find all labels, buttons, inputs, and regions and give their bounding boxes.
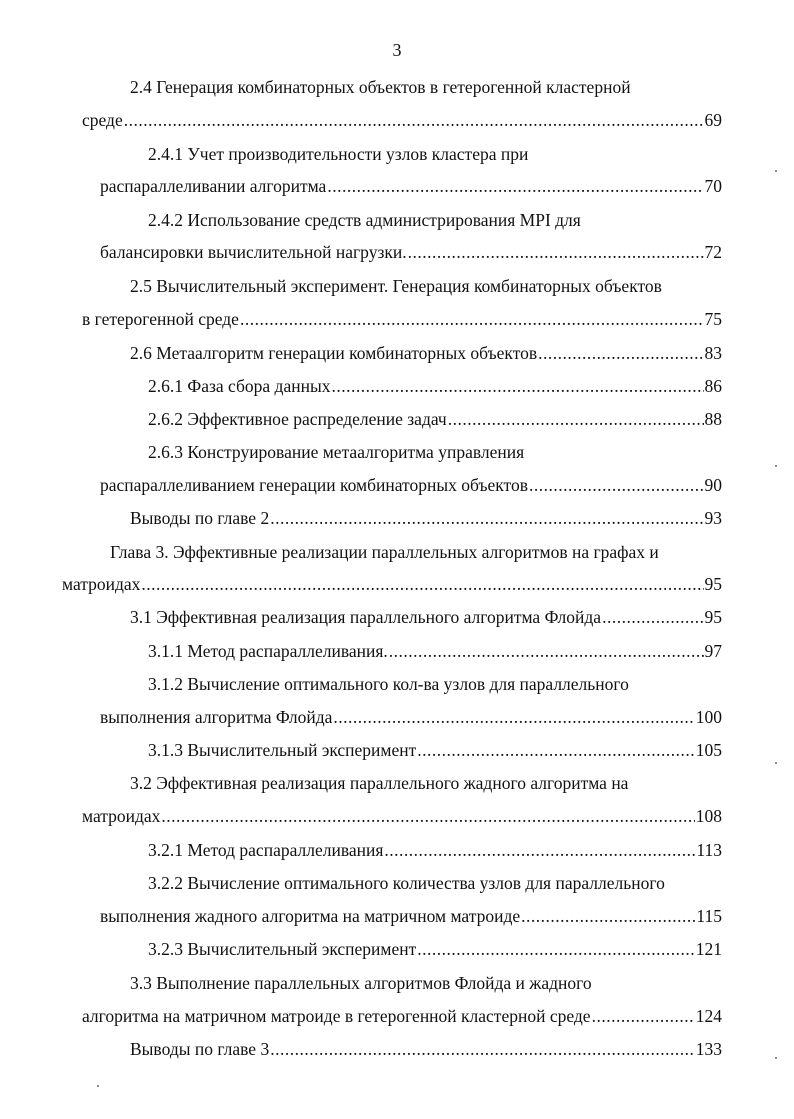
toc-entry-title: матроидах: [82, 806, 161, 826]
toc-entry-3-3[interactable]: [82, 1005, 722, 1027]
toc-page-number: 108: [695, 806, 722, 826]
toc-page-number: 83: [704, 343, 722, 363]
dot-leader: [161, 805, 694, 827]
toc-entry-2-6-1[interactable]: [148, 375, 722, 397]
toc-entry-3-2-1[interactable]: [148, 839, 722, 861]
toc-heading-chapter-3: Глава 3. Эффективные реализации параллельных алгоритмов на графах и: [110, 542, 659, 562]
toc-page-number: 86: [704, 376, 722, 396]
toc-entry-3-2[interactable]: [82, 805, 722, 827]
toc-entry-title: 3.1 Эффективная реализация параллельного алгоритма Флойда: [130, 607, 602, 627]
toc-entry-3-1-2[interactable]: [100, 706, 722, 728]
dot-leader: [521, 905, 695, 927]
toc-page-number: 88: [704, 409, 722, 429]
toc-entry-3-1[interactable]: [130, 606, 722, 628]
dot-leader: [327, 175, 703, 197]
toc-heading-3-2-2: 3.2.2 Вычисление оптимального количества узлов для параллельного: [148, 873, 665, 893]
toc-page-number: 69: [704, 110, 722, 130]
toc-page-number: 72: [704, 242, 722, 262]
toc-heading-3-3: 3.3 Выполнение параллельных алгоритмов Флойда и жадного: [130, 973, 592, 993]
dot-leader: [270, 507, 703, 529]
toc-entry-title: распараллеливании алгоритма: [100, 176, 327, 196]
dot-leader: [331, 375, 703, 397]
toc-entry-title: распараллеливанием генерации комбинаторных объектов: [100, 475, 528, 495]
scan-speck: [775, 170, 777, 172]
toc-heading-2-6-3: 2.6.3 Конструирование метаалгоритма управления: [148, 442, 525, 462]
toc-entry-2-4-1[interactable]: [100, 175, 722, 197]
toc-entry-2-6-2[interactable]: [148, 408, 722, 430]
toc-heading-3-1-2: 3.1.2 Вычисление оптимального кол-ва узлов для параллельного: [148, 674, 629, 694]
scan-speck: [775, 762, 777, 764]
toc-entry-3-2-3[interactable]: [148, 938, 722, 960]
dot-leader: [141, 573, 703, 595]
toc-page-number: 97: [704, 641, 722, 661]
toc-heading-2-4: 2.4 Генерация комбинаторных объектов в гетерогенной кластерной: [130, 77, 631, 97]
dot-leader: [408, 241, 704, 263]
toc-entry-title: среде: [82, 110, 123, 130]
toc-heading-2-4-1: 2.4.1 Учет производительности узлов кластера при: [148, 144, 529, 164]
toc-entry-title: алгоритма на матричном матроиде в гетерогенной кластерной среде: [82, 1006, 591, 1026]
toc-entry-title: 3.1.1 Метод распараллеливания.: [148, 641, 388, 661]
toc-heading-2-5: 2.5 Вычислительный эксперимент. Генерация комбинаторных объектов: [130, 276, 662, 296]
dot-leader: [417, 938, 694, 960]
toc-entry-2-6[interactable]: [130, 342, 722, 364]
page-number: 3: [392, 40, 402, 60]
toc-entry-2-5[interactable]: [82, 308, 722, 330]
toc-entry-2-6-3[interactable]: [100, 474, 722, 496]
toc-heading-3-2: 3.2 Эффективная реализация параллельного жадного алгоритма на: [130, 773, 629, 793]
toc-page-number: 75: [704, 309, 722, 329]
toc-page-number: 133: [695, 1039, 722, 1059]
toc-entry-title: 2.6.2 Эффективное распределение задач: [148, 409, 447, 429]
dot-leader: [124, 109, 704, 131]
dot-leader: [417, 739, 694, 761]
toc-entry-2-4[interactable]: [82, 109, 722, 131]
toc-page-number: 95: [704, 574, 722, 594]
toc-entry-title: выполнения жадного алгоритма на матричном матроиде: [100, 906, 521, 926]
dot-leader: [270, 1038, 695, 1060]
toc-entry-title: Выводы по главе 2: [130, 508, 270, 528]
toc-entry-title: 3.2.3 Вычислительный эксперимент: [148, 939, 417, 959]
toc-entry-title: 3.2.1 Метод распараллеливания: [148, 840, 384, 860]
toc-entry-title: 2.6.1 Фаза сбора данных: [148, 376, 331, 396]
dot-leader: [384, 839, 695, 861]
scan-speck: [775, 465, 777, 467]
toc-page-number: 121: [695, 939, 722, 959]
dot-leader: [538, 342, 703, 364]
toc-page-number: 93: [704, 508, 722, 528]
dot-leader: [333, 706, 694, 728]
dot-leader: [602, 606, 703, 628]
scan-speck: [97, 1085, 99, 1087]
toc-entry-title: 2.6 Метаалгоритм генерации комбинаторных объектов: [130, 343, 538, 363]
toc-entry-3-1-3[interactable]: [148, 739, 722, 761]
toc-entry-3-2-2[interactable]: [100, 905, 722, 927]
toc-page-number: 70: [704, 176, 722, 196]
toc-page-number: 113: [696, 840, 722, 860]
toc-entry-conclusions-3[interactable]: [130, 1038, 722, 1060]
toc-page-number: 90: [704, 475, 722, 495]
toc-page-number: 100: [695, 707, 722, 727]
toc-entry-title: в гетерогенной среде: [82, 309, 239, 329]
dot-leader: [592, 1005, 695, 1027]
toc-page-number: 124: [695, 1006, 722, 1026]
toc-entry-title: матроидах: [62, 574, 141, 594]
dot-leader: [529, 474, 704, 496]
toc-heading-2-4-2: 2.4.2 Использование средств администрирования MPI для: [148, 210, 581, 230]
toc-page-number: 105: [695, 740, 722, 760]
toc-entry-2-4-2[interactable]: [100, 241, 722, 263]
dot-leader: [240, 308, 704, 330]
dot-leader: [448, 408, 704, 430]
toc-page-number: 95: [704, 607, 722, 627]
toc-entry-title: балансировки вычислительной нагрузки.: [100, 242, 407, 262]
toc-page-number: 115: [696, 906, 722, 926]
scan-speck: [775, 1057, 777, 1059]
dot-leader: [389, 640, 704, 662]
toc-entry-title: 3.1.3 Вычислительный эксперимент: [148, 740, 417, 760]
toc-entry-title: выполнения алгоритма Флойда: [100, 707, 333, 727]
toc-entry-chapter-3[interactable]: [62, 573, 722, 595]
toc-entry-conclusions-2[interactable]: [130, 507, 722, 529]
toc-entry-3-1-1[interactable]: [148, 640, 722, 662]
toc-entry-title: Выводы по главе 3: [130, 1039, 270, 1059]
